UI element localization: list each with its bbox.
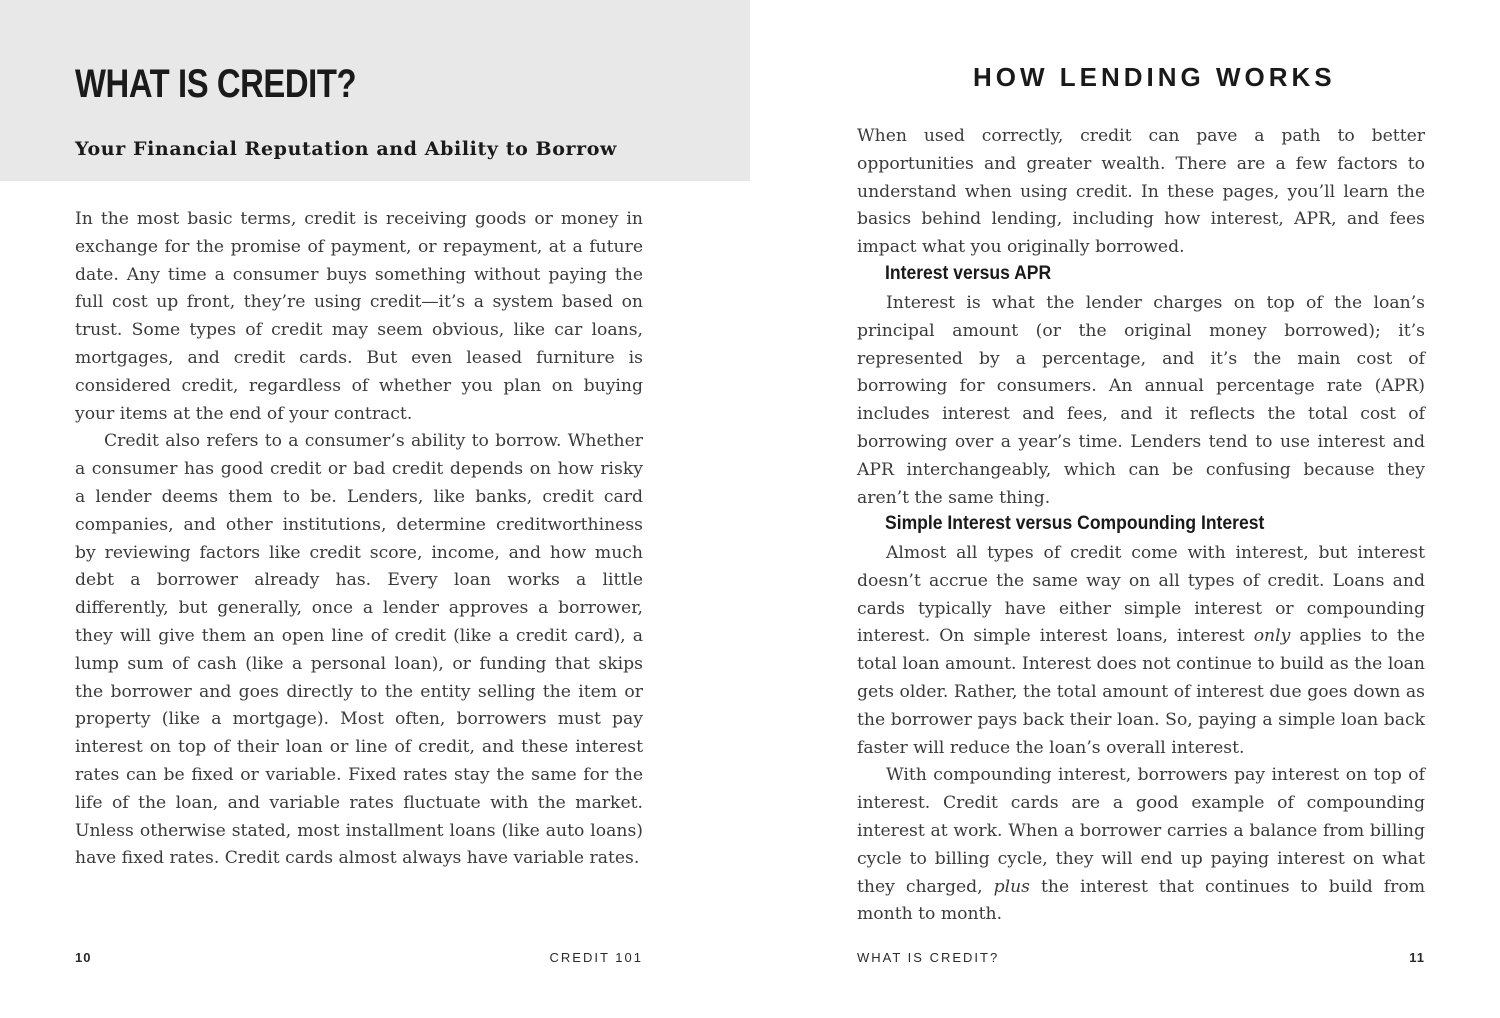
interest-vs-apr-text (857, 290, 1425, 512)
intro-text (857, 123, 1425, 262)
running-head: WHAT IS CREDIT? (857, 950, 1000, 965)
text-run: the interest that continues to build from month to month. (857, 876, 1425, 925)
body-paragraph: Interest is what the lender charges on top of the loan’s principal amount (or the original money borrowed); it’s represented by a percentage, and it’s the main cost of borrowing for consumers. An annual percentage rate (APR) includes interest and fees, and it reflects the total cost of borrowing over a year’s time. Lenders tend to use interest and APR interchangeably, which can be confusing because they aren’t the same thing. (857, 293, 1425, 508)
left-body-text (75, 206, 643, 873)
page-number: 10 (75, 950, 92, 965)
chapter-subtitle: Your Financial Reputation and Ability to Borrow (75, 138, 617, 160)
chapter-header-band (0, 0, 750, 181)
chapter-title: WHAT IS CREDIT? (75, 62, 357, 106)
text-run: Almost all types of credit come with interest, but interest doesn’t accrue the same way on all types of credit. Loans and cards typically have either simple interest or compounding interest. On simple interest loans, interest (857, 543, 1425, 647)
page-number: 11 (1409, 950, 1425, 965)
intro-paragraph: When used correctly, credit can pave a path to better opportunities and greater wealth. There are a few factors to understand when using credit. In these pages, you’ll learn the basics behind lending, including how interest, APR, and fees impact what you originally borrowed. (857, 126, 1425, 258)
subheading-interest-vs-apr: Interest versus APR (885, 262, 1052, 284)
subheading-simple-vs-compounding: Simple Interest versus Compounding Interest (885, 512, 1265, 534)
text-run: With compounding interest, borrowers pay interest on top of interest. Credit cards are a good example of compounding interest at work. When a borrower carries a balance from billing cycle to billing cycle, they will end up paying interest on what they charged, (857, 765, 1425, 897)
body-paragraph (857, 762, 1425, 929)
emphasis-text: plus (993, 876, 1030, 897)
running-head: CREDIT 101 (549, 950, 643, 965)
right-page (750, 0, 1500, 1018)
section-title: HOW LENDING WORKS (973, 62, 1336, 92)
body-paragraph: Credit also refers to a consumer’s ability to borrow. Whether a consumer has good credit or bad credit depends on how risky a lender deems them to be. Lenders, like banks, credit card companies, and other institutions, determine creditworthiness by reviewing factors like credit score, income, and how much debt a borrower already has. Every loan works a little differently, but generally, once a lender approves a borrower, they will give them an open line of credit (like a credit card), a lump sum of cash (like a personal loan), or funding that skips the borrower and goes directly to the entity selling the item or property (like a mortgage). Most often, borrowers must pay interest on top of their loan or line of credit, and these interest rates can be fixed or variable. Fixed rates stay the same for the life of the loan, and variable rates fluctuate with the market. Unless otherwise stated, most installment loans (like auto loans) have fixed rates. Credit cards almost always have variable rates. (75, 431, 643, 869)
body-paragraph: In the most basic terms, credit is receiving goods or money in exchange for the promise of payment, or repayment, at a future date. Any time a consumer buys something without paying the full cost up front, they’re using credit—it’s a system based on trust. Some types of credit may seem obvious, like car loans, mortgages, and credit cards. But even leased furniture is considered credit, regardless of whether you plan on buying your items at the end of your contract. (75, 209, 643, 424)
text-run: applies to the total loan amount. Interest does not continue to build as the loan gets older. Rather, the total amount of interest due goes down as the borrower pays back their loan. So, paying a simple loan back faster will reduce the loan’s overall interest. (857, 626, 1425, 758)
simple-vs-compounding-text (857, 540, 1425, 929)
emphasis-text: only (1253, 626, 1291, 647)
body-paragraph (857, 540, 1425, 762)
